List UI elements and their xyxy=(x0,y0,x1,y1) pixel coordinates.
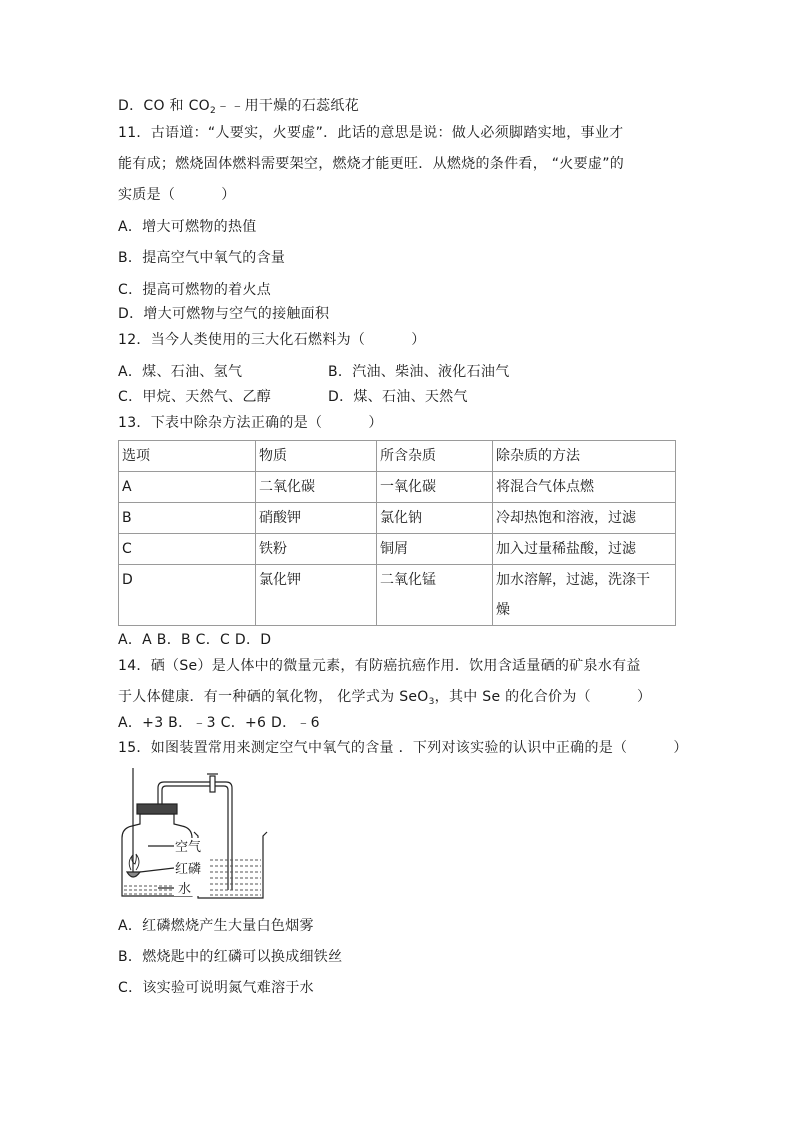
q10-option-d-text-2: ﹣﹣用干燥的石蕊纸花 xyxy=(216,98,360,114)
table-cell: 二氧化锰 xyxy=(377,565,493,626)
q15-option-c: C．该实验可说明氮气难溶于水 xyxy=(118,980,314,996)
table-cell: 氯化钠 xyxy=(377,503,493,534)
table-row xyxy=(119,472,676,503)
q13-stem-text: 13．下表中除杂方法正确的是（ xyxy=(118,415,323,431)
table-row xyxy=(119,565,676,626)
pointer-phosphorus xyxy=(140,868,174,872)
table-cell: 氯化钾 xyxy=(256,565,377,626)
q12-stem xyxy=(118,331,426,349)
flame-icon xyxy=(129,854,139,870)
label-air: 空气 xyxy=(175,840,202,855)
table-cell-line: 燥 xyxy=(496,602,510,618)
q13-options: A．A B．B C．C D．D xyxy=(118,632,272,648)
table-row xyxy=(119,503,676,534)
q11-stem-line3 xyxy=(118,186,236,204)
q14-stem-line1: 14．硒（Se）是人体中的微量元素，有防癌抗癌作用．饮用含适量硒的矿泉水有益 xyxy=(118,658,641,674)
label-phosphorus: 红磷 xyxy=(175,862,202,877)
table-cell xyxy=(493,565,676,626)
table-cell: 将混合气体点燃 xyxy=(493,472,676,503)
q12-options-row1 xyxy=(118,363,510,381)
table-cell: B xyxy=(119,503,256,534)
label-water: 水 xyxy=(178,882,192,897)
table-cell: 二氧化碳 xyxy=(256,472,377,503)
q12-options-row2 xyxy=(118,388,468,406)
table-cell: 加入过量稀盐酸，过滤 xyxy=(493,534,676,565)
q11-option-c: C．提高可燃物的着火点 xyxy=(118,282,272,298)
q12-option-d: D．煤、石油、天然气 xyxy=(328,389,468,405)
table-cell: 一氧化碳 xyxy=(377,472,493,503)
q13-paren-close: ） xyxy=(368,415,383,431)
q15-stem-text: 15．如图装置常用来测定空气中氧气的含量 ．下列对该实验的认识中正确的是（ xyxy=(118,740,628,756)
q10-option-d xyxy=(118,97,359,120)
table-cell: C xyxy=(119,534,256,565)
q14-options: A．+3 B．﹣3 C．+6 D．﹣6 xyxy=(118,715,320,731)
table-header-cell: 物质 xyxy=(256,441,377,472)
q14-stem-text-2: ，其中 Se 的化合价为（ xyxy=(434,689,591,705)
q11-stem-line2: 能有成；燃烧固体燃料需要架空，燃烧才能更旺．从燃烧的条件看， “火要虚”的 xyxy=(118,156,625,172)
table-cell: 冷却热饱和溶液，过滤 xyxy=(493,503,676,534)
q11-paren-close: ） xyxy=(221,187,236,203)
table-header-cell: 所含杂质 xyxy=(377,441,493,472)
apparatus-figure xyxy=(118,768,268,906)
q14-stem-line2 xyxy=(118,688,651,711)
q11-stem-line1: 11．古语道：“人要实，火要虚”．此话的意思是说：做人必须脚踏实地，事业才 xyxy=(118,125,624,141)
table-row xyxy=(119,534,676,565)
table-cell-line: 加水溶解，过滤，洗涤干 xyxy=(496,572,650,588)
table-header-row xyxy=(119,441,676,472)
table-header-cell: 选项 xyxy=(119,441,256,472)
table-cell: A xyxy=(119,472,256,503)
q15-option-b: B．燃烧匙中的红磷可以换成细铁丝 xyxy=(118,949,343,965)
q14-stem-text: 于人体健康．有一种硒的氧化物， 化学式为 SeO xyxy=(118,689,429,705)
q12-option-c: C．甲烷、天然气、乙醇 xyxy=(118,389,272,405)
table-cell: 硝酸钾 xyxy=(256,503,377,534)
q11-stem-text: 实质是（ xyxy=(118,187,176,203)
q12-option-b: B．汽油、柴油、液化石油气 xyxy=(328,364,510,380)
table-cell: 铁粉 xyxy=(256,534,377,565)
rubber-stopper xyxy=(137,804,177,814)
q14-paren-close: ） xyxy=(636,689,652,705)
q10-subscript: 2 xyxy=(209,106,217,116)
q12-option-a: A．煤、石油、氢气 xyxy=(118,364,243,380)
table-header-cell: 除杂质的方法 xyxy=(493,441,676,472)
q12-paren-close: ） xyxy=(411,332,426,348)
q15-paren-close: ） xyxy=(673,740,688,756)
q13-table xyxy=(118,440,676,626)
water-in-beaker xyxy=(200,860,261,895)
q11-option-d: D．增大可燃物与空气的接触面积 xyxy=(118,306,330,322)
q14-subscript: 3 xyxy=(428,697,435,707)
combustion-spoon xyxy=(127,872,140,877)
q11-option-a: A．增大可燃物的热值 xyxy=(118,219,257,235)
spring-clamp xyxy=(210,776,215,792)
q15-stem xyxy=(118,739,688,757)
q15-option-a: A．红磷燃烧产生大量白色烟雾 xyxy=(118,918,314,934)
table-cell: 铜屑 xyxy=(377,534,493,565)
q11-option-b: B．提高空气中氧气的含量 xyxy=(118,250,286,266)
q12-stem-text: 12．当今人类使用的三大化石燃料为（ xyxy=(118,332,366,348)
q13-stem xyxy=(118,414,383,432)
table-cell: D xyxy=(119,565,256,626)
q10-option-d-text: D．CO 和 CO xyxy=(118,98,210,114)
